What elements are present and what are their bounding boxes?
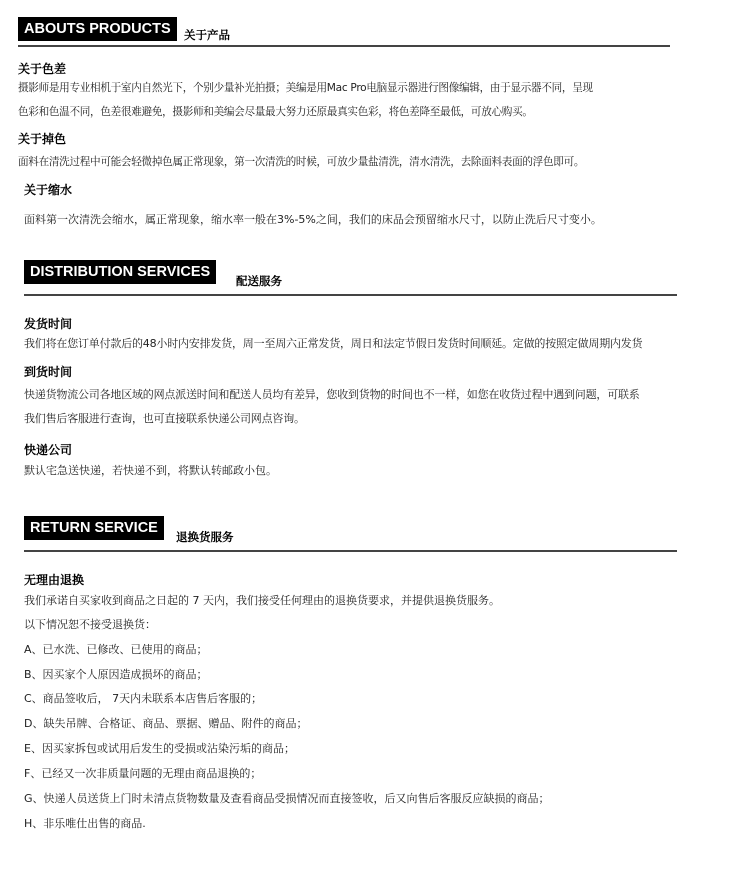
return-intro: 我们承诺自买家收到商品之日起的 7 天内，我们接受任何理由的退换货要求，并提供退换货服务。 (24, 594, 500, 607)
return-tag: RETURN SERVICE (24, 516, 164, 540)
no-reason-return-title: 无理由退换 (24, 573, 85, 587)
excluded-item: C、商品签收后， 7天内未联系本店售后客服的； (24, 692, 263, 705)
color-diff-line-1: 摄影师是用专业相机于室内自然光下，个别少量补光拍摄；美编是用Mac Pro电脑显示器进行图像编辑，由于显示器不同，呈现 (18, 82, 593, 94)
excluded-title: 以下情况恕不接受退换货： (24, 618, 156, 631)
distribution-tag-cn: 配送服务 (236, 274, 282, 288)
courier-line-1: 默认宅急送快递，若快递不到，将默认转邮政小包。 (24, 464, 277, 477)
excluded-item: E、因买家拆包或试用后发生的受损或沾染污垢的商品； (24, 742, 295, 755)
excluded-item: A、已水洗、已修改、已使用的商品； (24, 643, 208, 656)
ship-time-line-1: 我们将在您订单付款后的48小时内安排发货，周一至周六正常发货，周日和法定节假日发货时间顺延。定做的按照定做周期内发货 (24, 337, 643, 350)
fading-line-1: 面料在清洗过程中可能会轻微掉色属正常现象，第一次清洗的时候，可放少量盐清洗，清水清洗，去除面料表面的浮色即可。 (18, 156, 585, 168)
arrival-line-2: 我们售后客服进行查询，也可直接联系快递公司网点咨询。 (24, 412, 305, 425)
color-diff-title: 关于色差 (18, 62, 67, 76)
arrival-title: 到货时间 (24, 365, 73, 379)
fading-title: 关于掉色 (18, 132, 67, 146)
distribution-section-header (24, 260, 677, 298)
ship-time-title: 发货时间 (24, 317, 73, 331)
courier-title: 快递公司 (24, 443, 73, 457)
distribution-divider (24, 294, 677, 296)
distribution-tag: DISTRIBUTION SERVICES (24, 260, 216, 284)
about-tag: ABOUTS PRODUCTS (18, 17, 177, 41)
shrink-line-1: 面料第一次清洗会缩水，属正常现象，缩水率一般在3%-5%之间，我们的床品会预留缩水尺寸，以防止洗后尺寸变小。 (24, 213, 602, 226)
shrink-title: 关于缩水 (24, 183, 73, 197)
return-tag-cn: 退换货服务 (176, 530, 234, 544)
return-divider (24, 550, 677, 552)
about-section-header (18, 17, 670, 49)
excluded-item: F、已经又一次非质量问题的无理由商品退换的； (24, 767, 262, 780)
excluded-item: D、缺失吊牌、合格证、商品、票据、赠品、附件的商品； (24, 717, 308, 730)
excluded-item: H、非乐唯仕出售的商品. (24, 817, 146, 830)
about-divider (18, 45, 670, 47)
return-section-header (24, 516, 677, 554)
about-tag-cn: 关于产品 (184, 28, 230, 42)
excluded-item: B、因买家个人原因造成损坏的商品； (24, 668, 208, 681)
color-diff-line-2: 色彩和色温不同，色差很难避免，摄影师和美编会尽量最大努力还原最真实色彩，将色差降至最低，可放心购买。 (18, 106, 533, 118)
excluded-item: G、快递人员送货上门时未清点货物数量及查看商品受损情况而直接签收，后又向售后客服反应缺损的商品； (24, 792, 550, 805)
arrival-line-1: 快递货物流公司各地区域的网点派送时间和配送人员均有差异，您收到货物的时间也不一样，如您在收货过程中遇到问题，可联系 (24, 388, 640, 401)
